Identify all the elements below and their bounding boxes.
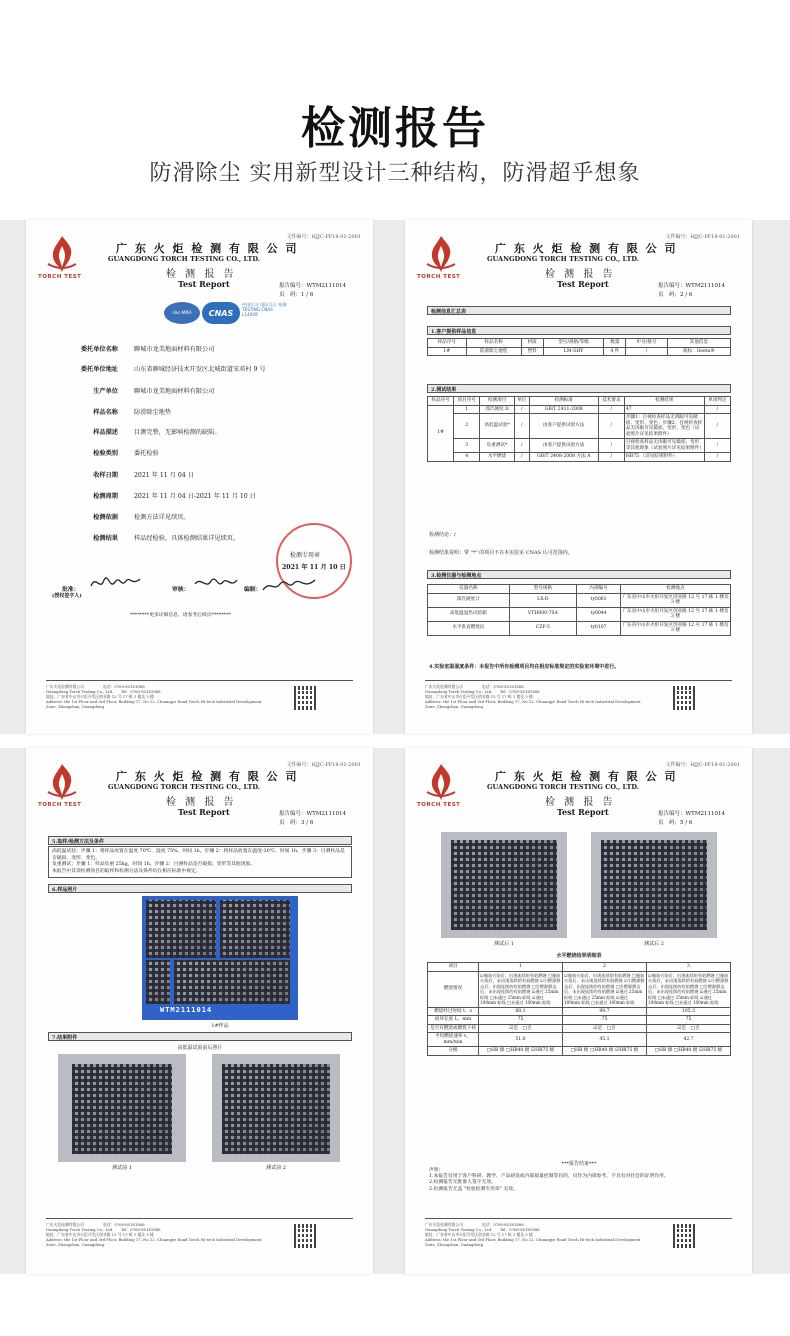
footer-line-1: 广东火炬检测有限公司 电话：0760-85161888 <box>425 1222 524 1227</box>
declaration <box>429 1168 729 1193</box>
table-cell: 105.3 <box>647 1007 731 1016</box>
table-header-cell: 材质 <box>521 339 543 348</box>
table-cell: 75 <box>479 1016 563 1025</box>
table-cell: / <box>514 414 529 439</box>
table-header-cell: 2 <box>563 963 647 972</box>
table-cell: 1 <box>454 405 480 414</box>
field-label: 委托单位名称 <box>80 346 118 353</box>
report-title-en: Test Report <box>557 807 609 817</box>
table-cell: / <box>598 405 624 414</box>
report-title-cn: 检 测 报 告 <box>166 797 237 808</box>
qr-code <box>673 686 697 710</box>
qr-code <box>294 686 318 710</box>
burn-table-title: 水平燃烧结果明细表 <box>556 953 602 959</box>
report-page-1 <box>26 220 373 734</box>
table-cell: / <box>598 453 624 462</box>
footer-address <box>425 684 641 709</box>
footer-line-1: 广东火炬检测有限公司 电话：0760-85161888 <box>425 684 524 689</box>
table-cell: / <box>704 414 730 439</box>
table-header-cell: 其他信息 <box>667 339 730 348</box>
table-cell: 75 <box>563 1016 647 1025</box>
field-value: 2021 年 11 月 04 日-2021 年 11 月 10 日 <box>134 493 256 500</box>
field-label: 样品描述 <box>93 429 118 436</box>
reviewer-signature <box>192 572 240 594</box>
torch-logo-icon <box>44 234 80 276</box>
after-photo-2 <box>591 832 717 938</box>
table-cell: 高低温湿热试验箱 <box>428 607 510 621</box>
burn-options-cell: ☑施加火焰后，出现连续的有焰燃烧 □施加火焰后，未出现连续的有焰燃烧 ☑引燃源移去后，出现连续的有焰燃烧 □引燃源移去后，未出现连续的有焰燃烧 ☑通过 25mm 标线 □未通过 25mm 标线 ☑通过 100mm 标线 □未通过 100mm 标线 <box>647 971 731 1007</box>
sample-info-header-row <box>428 339 731 348</box>
mat-tile-3 <box>146 960 170 1004</box>
page-subtitle: 防滑除尘 实用新型设计三种结构，防滑超乎想象 <box>149 161 641 186</box>
after-photo-1-caption: 测试后 1 <box>494 941 514 947</box>
method-text <box>48 846 352 878</box>
sample-info-row <box>428 347 731 356</box>
field-label: 生产单位 <box>93 388 118 395</box>
table-header-cell: 型号规格 <box>509 585 576 594</box>
field-value: 样品经检验，具体检测结果详见续页。 <box>134 535 240 542</box>
declaration-title: 声明： <box>429 1168 444 1173</box>
field-value: 聊城市龙美地面材料有限公司 <box>134 346 215 353</box>
section-7-title: 7.结果附件 <box>48 1032 352 1041</box>
torch-logo-icon <box>44 762 80 804</box>
footer-divider <box>46 1218 353 1219</box>
field-value: 目测完整，无影响检测的缺陷。 <box>134 429 221 436</box>
table-header-cell: 单项判定 <box>704 397 730 406</box>
table-cell: 88.1 <box>479 1007 563 1016</box>
doc-code: 文件编号：HJJC-PF18-01-2001 <box>665 762 740 768</box>
ilac-logo: ilac-MRA <box>164 302 200 324</box>
footer-line-5: Zone, Zhongshan, Guangdong <box>46 704 105 709</box>
table-header-cell: 内部编号 <box>577 585 621 594</box>
row-label-cell: 是否有燃烧或燃烧下掉 <box>428 1024 479 1033</box>
sample-photo <box>142 896 298 1020</box>
instrument-table <box>427 584 731 636</box>
field-value: 防滑除尘地垫 <box>134 409 172 416</box>
table-header-cell: 检测标准 <box>529 397 598 406</box>
table-row <box>428 621 731 635</box>
field-value: 聊城市龙美地面材料有限公司 <box>134 388 215 395</box>
table-cell: 99.7 <box>563 1007 647 1016</box>
table-cell: 负重测试* <box>480 439 515 453</box>
report-page-3 <box>26 748 373 1274</box>
table-cell: 水平垂直燃烧仪 <box>428 621 510 635</box>
table-cell: 广东省中山市火炬开发区创业路 12 号 17 栋 1 楼及 3 楼 <box>622 594 729 605</box>
company-name-cn: 广 东 火 炬 检 测 有 限 公 司 <box>495 770 678 783</box>
logo-text: TORCH TEST <box>417 274 461 280</box>
before-photo-1 <box>58 1054 186 1162</box>
declaration-2: 2.检测报告无批准人签字无效。 <box>429 1180 496 1186</box>
table-cell: □HB 级 □HB40 级 ☑HB75 级 <box>647 1047 731 1056</box>
table-cell: 塑料 <box>521 347 543 356</box>
conclusion-text: 检测结论：/ <box>429 532 456 538</box>
page-number: 页 码：5 / 6 <box>658 820 693 826</box>
table-cell: ty0044 <box>577 607 621 621</box>
burn-options-cell: ☑施加火焰后，出现连续的有焰燃烧 □施加火焰后，未出现连续的有焰燃烧 ☑引燃源移去后，出现连续的有焰燃烧 □引燃源移去后，未出现连续的有焰燃烧 ☑通过 25mm 标线 □未通过 25mm 标线 ☑通过 100mm 标线 □未通过 100mm 标线 <box>563 971 647 1007</box>
footer-address <box>425 1222 641 1247</box>
table-cell: ☑是 □否 <box>563 1024 647 1033</box>
report-title-cn: 检 测 报 告 <box>166 269 237 280</box>
report-page-2 <box>405 220 752 734</box>
company-name-en: GUANGDONG TORCH TESTING CO., LTD. <box>487 783 639 791</box>
table-row <box>428 593 731 607</box>
report-page-4 <box>405 748 752 1274</box>
table-header-cell: 检测地点 <box>621 585 731 594</box>
table-cell: 邵氏硬度计 <box>428 593 510 607</box>
section-3-title: 3.检测仪器与检测地点 <box>427 570 731 579</box>
company-name-en: GUANGDONG TORCH TESTING CO., LTD. <box>487 255 639 263</box>
burn-condition-row <box>428 971 731 1007</box>
table-header-cell: 1 <box>479 963 563 972</box>
table-cell: 高低温试验* <box>480 414 515 439</box>
footer-line-2: Guangdong Torch Testing Co., Ltd. Tel：0760-85161888 <box>425 689 540 694</box>
table-header-cell: 型号/规格/等级 <box>543 339 604 348</box>
after-photo-2-caption: 测试后 2 <box>644 941 664 947</box>
table-cell: / <box>514 453 529 462</box>
report-panel-1 <box>0 220 395 734</box>
company-name-en: GUANGDONG TORCH TESTING CO., LTD. <box>108 783 260 791</box>
result-note: 检测结果说明：带 "*" 的项目不在本实验室 CNAS 认可范围内。 <box>429 550 573 556</box>
table-cell: ty0107 <box>577 621 621 635</box>
seal-date: 2021 年 11 月 10 日 <box>282 564 346 571</box>
footer-line-1: 广东火炬检测有限公司 电话：0760-85161888 <box>46 1222 145 1227</box>
table-cell: 水平燃烧 <box>480 453 515 462</box>
test-results-table <box>427 396 731 462</box>
field-value: 山东省聊城经济技术开发区北城街道宋邓村 9 号 <box>134 366 266 373</box>
logo-text: TORCH TEST <box>38 802 82 808</box>
row-label-cell: 燃烧经过时间 t，s <box>428 1007 479 1016</box>
report-number: 报告编号：WTM2111014 <box>658 811 725 817</box>
table-row <box>428 1033 731 1047</box>
info-field <box>26 386 373 396</box>
table-cell: / <box>514 405 529 414</box>
table-header-cell: 数量 <box>604 339 626 348</box>
footer-line-3: 地址：广东省中山市火炬开发区创业路 12 号 17 栋 1 楼及 3 楼 <box>46 1232 154 1237</box>
attachment-subtitle: 高低温试验前后照片 <box>177 1045 223 1051</box>
row-label-cell: 损坏长度 L，mm <box>428 1016 479 1025</box>
table-row <box>428 439 731 453</box>
report-title-en: Test Report <box>178 807 230 817</box>
table-row <box>428 453 731 462</box>
footer-line-3: 地址：广东省中山市火炬开发区创业路 12 号 17 栋 1 楼及 3 楼 <box>425 1232 533 1237</box>
before-photo-2-caption: 测试前 2 <box>266 1165 286 1171</box>
field-label: 检验类别 <box>93 450 118 457</box>
table-cell: 47 <box>624 405 704 414</box>
table-cell: 步骤1：目视检查样品无肉眼可见破损、变形、变色；步骤2：目视检查样品无肉眼可见破损、变形、变色（试验照片详见结果附件） <box>624 414 704 439</box>
doc-code: 文件编号：HJJC-PF18-01-2001 <box>286 234 361 240</box>
table-header-cell: 仪器名称 <box>428 585 510 594</box>
report-title-cn: 检 测 报 告 <box>545 269 616 280</box>
footer-line-2: Guangdong Torch Testing Co., Ltd. Tel：0760-85161888 <box>46 1227 161 1232</box>
table-cell: LX-D <box>509 593 576 607</box>
field-label: 收样日期 <box>93 472 118 479</box>
footer-line-5: Zone, Zhongshan, Guangdong <box>425 704 484 709</box>
table-header-cell: 样品序号 <box>428 397 454 406</box>
instrument-header-row <box>428 585 731 594</box>
table-header-cell: 炉号/批号 <box>626 339 667 348</box>
company-name-cn: 广 东 火 炬 检 测 有 限 公 司 <box>116 242 299 255</box>
footer-address <box>46 1222 262 1247</box>
report-title-cn: 检 测 报 告 <box>545 797 616 808</box>
section-1-title: 1.客户提供样品信息 <box>427 326 731 335</box>
table-header-cell: 项目 <box>428 963 479 972</box>
sample-id-cell: 1# <box>428 405 454 461</box>
footer-line-3: 地址：广东省中山市火炬开发区创业路 12 号 17 栋 1 楼及 3 楼 <box>425 694 533 699</box>
field-label: 样品名称 <box>93 409 118 416</box>
info-field <box>26 470 373 480</box>
footer-line-3: 地址：广东省中山市火炬开发区创业路 12 号 17 栋 1 楼及 3 楼 <box>46 694 154 699</box>
page-number: 页 码：3 / 6 <box>279 820 314 826</box>
page-title: 检测报告 <box>301 103 489 154</box>
table-cell: 广东省中山市火炬开发区创业路 12 号 17 栋 1 楼及 3 楼 <box>622 622 729 633</box>
footer-line-1: 广东火炬检测有限公司 电话：0760-85161888 <box>46 684 145 689</box>
mat-tile-2 <box>220 900 290 958</box>
table-cell: 51.0 <box>479 1033 563 1047</box>
review-label: 审核： <box>172 587 190 593</box>
inspect-label: 编制： <box>244 587 262 593</box>
table-cell: VTH800-70A <box>509 607 576 621</box>
section-4-note: 4.实验室温湿度条件：本报告中所有检测项目均在相应标准规定的实验室环境中进行。 <box>429 664 620 670</box>
table-cell: GB/T 2411-2008 <box>529 405 598 414</box>
field-label: 检测依据 <box>93 514 118 521</box>
burn-results-table <box>427 962 731 1056</box>
info-field <box>26 407 373 417</box>
table-row <box>428 1024 731 1033</box>
table-header-cell: 3 <box>647 963 731 972</box>
table-cell: / <box>598 439 624 453</box>
table-header-cell: 项目序号 <box>454 397 480 406</box>
seal-text: 检测专用章 <box>290 552 321 559</box>
info-field <box>26 364 373 374</box>
logo-text: TORCH TEST <box>38 274 82 280</box>
company-name-en: GUANGDONG TORCH TESTING CO., LTD. <box>108 255 260 263</box>
table-cell: 由客户提供试验方法 <box>529 414 598 439</box>
field-value: 2021 年 11 月 04 日 <box>134 472 194 479</box>
table-row <box>428 414 731 439</box>
test-results-header-row <box>428 397 731 406</box>
table-cell: 由客户提供试验方法 <box>529 439 598 453</box>
table-row <box>428 1007 731 1016</box>
doc-code: 文件编号：HJJC-PF18-01-2001 <box>665 234 740 240</box>
table-cell: □HB 级 □HB40 级 ☑HB75 级 <box>563 1047 647 1056</box>
table-cell: / <box>704 405 730 414</box>
info-field <box>26 427 373 437</box>
footer-divider <box>46 680 353 681</box>
torch-logo-icon <box>423 234 459 276</box>
table-cell: 防滑除尘地垫 <box>466 347 521 356</box>
table-header-cell: 技术要求 <box>598 397 624 406</box>
table-cell: 目视检查样品无肉眼可见破损、变形等其他现象（试验照片详见结果附件） <box>625 440 704 451</box>
field-label: 委托单位地址 <box>80 366 118 373</box>
page-number: 页 码：1 / 6 <box>279 292 314 298</box>
approver-signature <box>88 572 144 594</box>
cnas-accreditation-text: 中国认可 国际互认 检测 TESTING CNAS L14009 <box>242 302 287 317</box>
row-label-cell: 平均燃烧速率 v，mm/min <box>428 1033 479 1047</box>
info-field <box>26 448 373 458</box>
info-field <box>26 512 373 522</box>
info-field <box>26 491 373 501</box>
table-header-cell: 样品序号 <box>428 339 467 348</box>
sample-photo-label: WTM2111014 <box>160 1006 213 1014</box>
table-cell: GB/T 2408-2008 方法 A <box>529 453 598 462</box>
logo-text: TORCH TEST <box>417 802 461 808</box>
section-6-title: 6.样品照片 <box>48 884 352 893</box>
burn-header-row <box>428 963 731 972</box>
field-value: 委托检验 <box>134 450 159 457</box>
field-label: 检测周期 <box>93 493 118 500</box>
table-cell: / <box>704 439 730 453</box>
report-title-en: Test Report <box>178 279 230 289</box>
after-photo-1 <box>441 832 567 938</box>
table-cell: 1# <box>428 347 467 356</box>
before-photo-2 <box>212 1054 340 1162</box>
table-cell: 75 <box>647 1016 731 1025</box>
report-number: 报告编号：WTM2111014 <box>279 283 346 289</box>
report-title-en: Test Report <box>557 279 609 289</box>
inspector-signature <box>260 574 318 596</box>
torch-logo-icon <box>423 762 459 804</box>
footer-divider <box>425 1218 732 1219</box>
qr-code <box>294 1224 318 1248</box>
footer-line-4: Address: the 1st Floor and 3rd Floor, Building 17, No.12, Chuangye Road Torch Hi-tech Industrial Development <box>425 699 641 704</box>
before-photo-1-caption: 测试前 1 <box>112 1165 132 1171</box>
table-cell: LM-SHY <box>543 347 604 356</box>
approve-sublabel: (授权签字人) <box>52 593 82 599</box>
burn-options-cell: ☑施加火焰后，出现连续的有焰燃烧 □施加火焰后，未出现连续的有焰燃烧 ☑引燃源移去后，出现连续的有焰燃烧 □引燃源移去后，未出现连续的有焰燃烧 ☑通过 25mm 标线 □未通过 25mm 标线 ☑通过 100mm 标线 □未通过 100mm 标线 <box>479 971 563 1007</box>
more-info-note: ********更多详细信息，请参考后续页******** <box>130 613 231 618</box>
table-cell: 42.7 <box>647 1033 731 1047</box>
table-cell: 45.1 <box>563 1033 647 1047</box>
table-row <box>428 607 731 621</box>
field-value: 检测方法详见续页。 <box>134 514 190 521</box>
qr-code <box>673 1224 697 1248</box>
table-cell: 2 <box>454 414 480 439</box>
company-name-cn: 广 东 火 炬 检 测 有 限 公 司 <box>495 242 678 255</box>
footer-line-2: Guangdong Torch Testing Co., Ltd. Tel：0760-85161888 <box>46 689 161 694</box>
table-header-cell: 单位 <box>514 397 529 406</box>
cnas-logo: CNAS <box>202 302 240 324</box>
sample-info-table <box>427 338 731 356</box>
footer-line-5: Zone, Zhongshan, Guangdong <box>425 1242 484 1247</box>
report-number: 报告编号：WTM2111014 <box>279 811 346 817</box>
table-cell: / <box>704 453 730 462</box>
table-header-cell: 检测项目 <box>480 397 515 406</box>
table-cell: / <box>514 439 529 453</box>
declaration-1: 1.本报告仅用于客户科研、教学、产品研发或内部质量控制等目的，仅作为内部参考，不具有对社会的证明作用。 <box>429 1174 669 1180</box>
table-cell: ☑是 □否 <box>647 1024 731 1033</box>
table-header-cell: 样品名称 <box>466 339 521 348</box>
table-row <box>428 405 731 414</box>
company-name-cn: 广 东 火 炬 检 测 有 限 公 司 <box>116 770 299 783</box>
report-panel-2 <box>395 220 790 734</box>
table-cell: / <box>626 347 667 356</box>
section-2-title: 2.测试结果 <box>427 384 731 393</box>
section-5-title: 5.取样/检测方法及条件 <box>48 836 352 845</box>
table-cell: / <box>598 414 624 439</box>
sample-photo-caption: 1#样品 <box>211 1023 229 1029</box>
info-field <box>26 344 373 354</box>
table-cell: 3 <box>454 439 480 453</box>
method-para-2: 负重测试：步骤 1：样品负重 25kg，时间 1h。步骤 2：目测样品是否破损、变形等其他现象。 <box>52 862 256 867</box>
row-label-cell: 分级 <box>428 1047 479 1056</box>
table-cell: 邵氏硬度 D <box>480 405 515 414</box>
approve-label: 批准： <box>62 587 80 593</box>
table-cell: ☑是 □否 <box>479 1024 563 1033</box>
footer-line-4: Address: the 1st Floor and 3rd Floor, Building 17, No.12, Chuangye Road Torch Hi-tech Industrial Development <box>46 1237 262 1242</box>
table-cell: 商标：Geeta® <box>667 347 730 356</box>
summary-title: 检测信息汇总表 <box>427 306 731 315</box>
report-panel-4 <box>395 748 790 1274</box>
footer-divider <box>425 680 732 681</box>
field-label: 检测结果 <box>93 535 118 542</box>
footer-line-2: Guangdong Torch Testing Co., Ltd. Tel：0760-85161888 <box>425 1227 540 1232</box>
table-cell: 广东省中山市火炬开发区创业路 12 号 17 栋 1 楼及 3 楼 <box>622 608 729 619</box>
table-cell: CZF-5 <box>509 621 576 635</box>
table-cell: ty0061 <box>577 593 621 607</box>
footer-line-4: Address: the 1st Floor and 3rd Floor, Building 17, No.12, Chuangye Road Torch Hi-tech Industrial Development <box>425 1237 641 1242</box>
table-cell: HB75 （详见结果附件） <box>624 453 704 462</box>
method-para-3: 本报告中其余检测项目的取样和检测方法及条件均在相应标准中规定。 <box>52 868 201 874</box>
footer-address <box>46 684 262 709</box>
table-cell: 4 件 <box>604 347 626 356</box>
footer-line-4: Address: the 1st Floor and 3rd Floor, Building 17, No.12, Chuangye Road Torch Hi-tech Industrial Development <box>46 699 262 704</box>
report-end: ***报告结束*** <box>561 1161 597 1167</box>
table-cell: 燃烧情况 <box>428 971 479 1007</box>
method-para-1: 高低温试验：步骤 1：将样品放置在温度 70℃、湿度 75%、时间 1h。步骤 2：将样品放置在温度-30℃、时间 1h。步骤 3：目测样品是否破损、变形、变色。 <box>52 849 345 861</box>
table-cell: □HB 级 □HB40 级 ☑HB75 级 <box>479 1047 563 1056</box>
declaration-3: 2.检测报告无盖 "检验检测专用章" 无效。 <box>429 1186 518 1192</box>
table-row <box>428 1047 731 1056</box>
table-row <box>428 1016 731 1025</box>
report-panel-3 <box>0 748 395 1274</box>
doc-code: 文件编号：HJJC-PF18-01-2001 <box>286 762 361 768</box>
report-number: 报告编号：WTM2111014 <box>658 283 725 289</box>
table-cell: 4 <box>454 453 480 462</box>
page-number: 页 码：2 / 6 <box>658 292 693 298</box>
footer-line-5: Zone, Zhongshan, Guangdong <box>46 1242 105 1247</box>
table-header-cell: 检测结果 <box>624 397 704 406</box>
mat-tile-1 <box>146 900 216 958</box>
mat-tile-4 <box>174 960 290 1004</box>
